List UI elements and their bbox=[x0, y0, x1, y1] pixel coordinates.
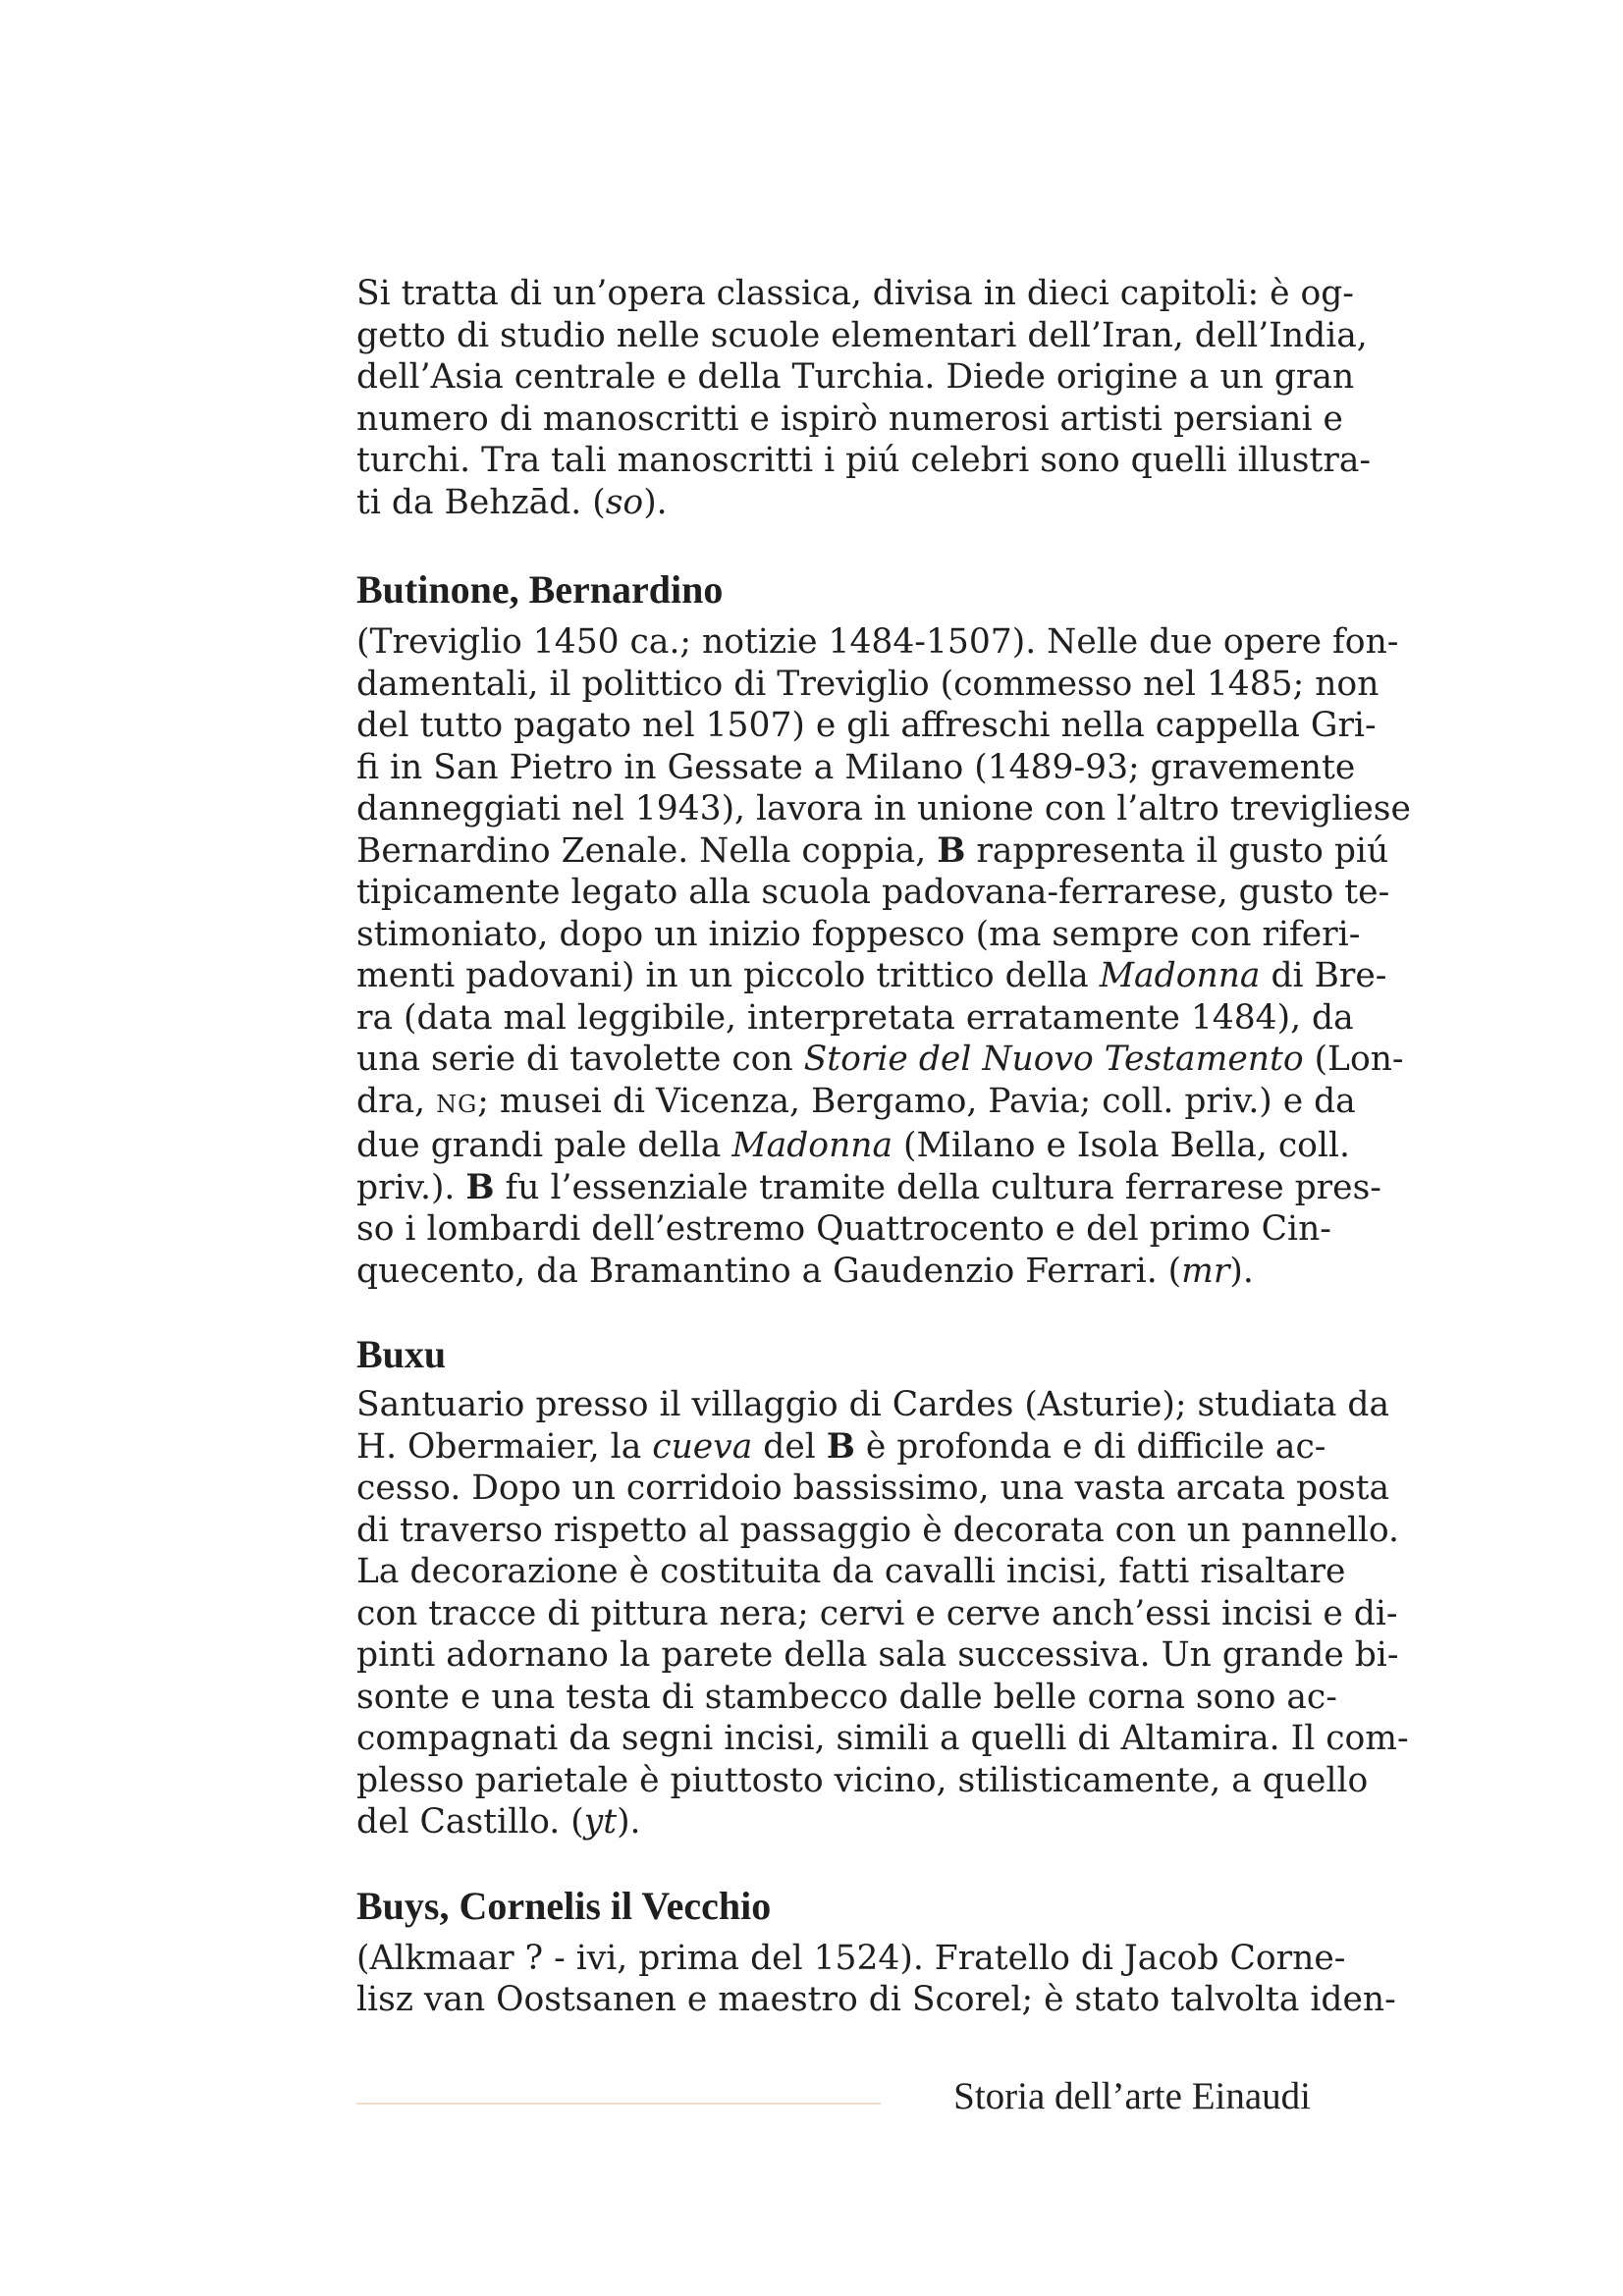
text-fragment: ). bbox=[643, 482, 668, 522]
text-fragment: rappresenta il gusto piú bbox=[965, 830, 1389, 871]
text-line: compagnati da segni incisi, simili a quelli di Altamira. Il com- bbox=[356, 1719, 1409, 1758]
author-initials: so bbox=[605, 482, 644, 522]
text-line bbox=[356, 1251, 1311, 1293]
text-line: dell’Asia centrale e della Turchia. Diede origine a un gran bbox=[356, 357, 1355, 397]
artwork-title: Madonna bbox=[1099, 956, 1261, 995]
text-line: numero di manoscritti e ispirò numerosi artisti persiani e bbox=[356, 399, 1343, 439]
text-fragment: ). bbox=[1229, 1251, 1254, 1291]
museum-abbrev: NG bbox=[436, 1090, 478, 1118]
text-line: lisz van Oostsanen e maestro di Scorel; è stato talvolta iden- bbox=[356, 1980, 1396, 2019]
entry-title-buys: Buys, Cornelis il Vecchio bbox=[356, 1883, 772, 1928]
footer-rule bbox=[356, 2103, 881, 2105]
text-line: con tracce di pittura nera; cervi e cerve anch’essi incisi e di- bbox=[356, 1593, 1398, 1633]
author-initials: yt bbox=[583, 1802, 618, 1842]
entry-body-butinone bbox=[356, 621, 1411, 1292]
text-fragment: dra, bbox=[356, 1081, 437, 1121]
artwork-title: Madonna bbox=[731, 1126, 893, 1165]
text-line: danneggiati nel 1943), lavora in unione con l’altro trevigliese bbox=[356, 789, 1411, 828]
text-line: cesso. Dopo un corridoio bassissimo, una vasta arcata posta bbox=[356, 1468, 1390, 1508]
text-line: La decorazione è costituita da cavalli incisi, fatti risaltare bbox=[356, 1552, 1346, 1591]
text-line bbox=[356, 1039, 1404, 1081]
text-line: tipicamente legato alla scuola padovana-ferrarese, gusto te- bbox=[356, 873, 1390, 912]
text-line: Santuario presso il villaggio di Cardes (Asturie); studiata da bbox=[356, 1385, 1390, 1424]
text-line: fi in San Pietro in Gessate a Milano (1489-93; gravemente bbox=[356, 747, 1356, 787]
page-footer bbox=[356, 2073, 1311, 2122]
text-fragment: del Castillo. ( bbox=[356, 1802, 584, 1842]
footer-publisher: Storia dell’arte Einaudi bbox=[953, 2075, 1311, 2117]
text-fragment: ti da Behzād. ( bbox=[356, 482, 606, 522]
text-fragment: di Bre- bbox=[1260, 956, 1387, 995]
entry-abbrev: B bbox=[826, 1426, 855, 1467]
italic-term: cueva bbox=[652, 1426, 753, 1467]
entry-title-buxu: Buxu bbox=[356, 1332, 447, 1376]
text-line: turchi. Tra tali manoscritti i piú celebri sono quelli illustra- bbox=[356, 441, 1372, 480]
text-fragment: è profonda e di difficile ac- bbox=[854, 1426, 1326, 1467]
text-line: pinti adornano la parete della sala successiva. Un grande bi- bbox=[356, 1635, 1399, 1675]
text-fragment: priv.). bbox=[356, 1167, 466, 1207]
text-line: damentali, il polittico di Treviglio (commesso nel 1485; non bbox=[356, 664, 1380, 704]
text-line bbox=[356, 1081, 1356, 1126]
text-fragment: una serie di tavolette con bbox=[356, 1040, 804, 1079]
text-line: (Alkmaar ? - ivi, prima del 1524). Fratello di Jacob Corne- bbox=[356, 1938, 1346, 1978]
artwork-title: Storie del Nuovo Testamento bbox=[803, 1040, 1304, 1079]
text-fragment: (Milano e Isola Bella, coll. bbox=[893, 1126, 1350, 1165]
page-content bbox=[356, 273, 1411, 2021]
entry-body-buys bbox=[356, 1938, 1396, 2021]
text-fragment: (Lon- bbox=[1303, 1040, 1404, 1079]
text-fragment: del bbox=[752, 1426, 827, 1467]
text-line: ra (data mal leggibile, interpretata erratamente 1484), da bbox=[356, 997, 1354, 1038]
text-line bbox=[356, 1167, 1381, 1209]
text-line bbox=[356, 1426, 1326, 1468]
text-line bbox=[356, 482, 1311, 524]
text-line bbox=[356, 1125, 1350, 1167]
text-fragment: fu l’essenziale tramite della cultura ferrarese pres- bbox=[494, 1167, 1381, 1207]
entry-title-butinone: Butinone, Bernardino bbox=[356, 567, 724, 612]
text-fragment: due grandi pale della bbox=[356, 1126, 732, 1165]
text-line: getto di studio nelle scuole elementari dell’Iran, dell’India, bbox=[356, 315, 1368, 355]
entry-abbrev: B bbox=[937, 830, 966, 871]
entry-body-buxu bbox=[356, 1384, 1409, 1843]
text-fragment: Bernardino Zenale. Nella coppia, bbox=[356, 830, 927, 871]
text-fragment: ). bbox=[617, 1802, 641, 1842]
text-line bbox=[356, 1801, 1311, 1843]
text-line: Si tratta di un’opera classica, divisa in dieci capitoli: è og- bbox=[356, 274, 1354, 313]
text-fragment: H. Obermaier, la bbox=[356, 1426, 653, 1467]
text-line: plesso parietale è piuttosto vicino, stilisticamente, a quello bbox=[356, 1760, 1369, 1800]
text-line: so i lombardi dell’estremo Quattrocento e del primo Cin- bbox=[356, 1209, 1331, 1249]
author-initials: mr bbox=[1181, 1251, 1230, 1291]
text-fragment: ; musei di Vicenza, Bergamo, Pavia; coll. priv.) e da bbox=[477, 1081, 1356, 1121]
text-line: del tutto pagato nel 1507) e gli affreschi nella cappella Gri- bbox=[356, 706, 1377, 745]
text-fragment: quecento, da Bramantino a Gaudenzio Ferrari. ( bbox=[356, 1251, 1182, 1291]
text-line: stimoniato, dopo un inizio foppesco (ma sempre con riferi- bbox=[356, 914, 1361, 954]
text-line: sonte e una testa di stambecco dalle belle corna sono ac- bbox=[356, 1677, 1337, 1717]
text-line bbox=[356, 830, 1389, 873]
entry-abbrev: B bbox=[465, 1167, 495, 1207]
text-line: di traverso rispetto al passaggio è decorata con un pannello. bbox=[356, 1510, 1400, 1550]
text-line bbox=[356, 955, 1387, 997]
text-fragment: menti padovani) in un piccolo trittico della bbox=[356, 956, 1100, 995]
intro-paragraph bbox=[356, 273, 1372, 523]
text-line: (Treviglio 1450 ca.; notizie 1484-1507). Nelle due opere fon- bbox=[356, 622, 1399, 662]
